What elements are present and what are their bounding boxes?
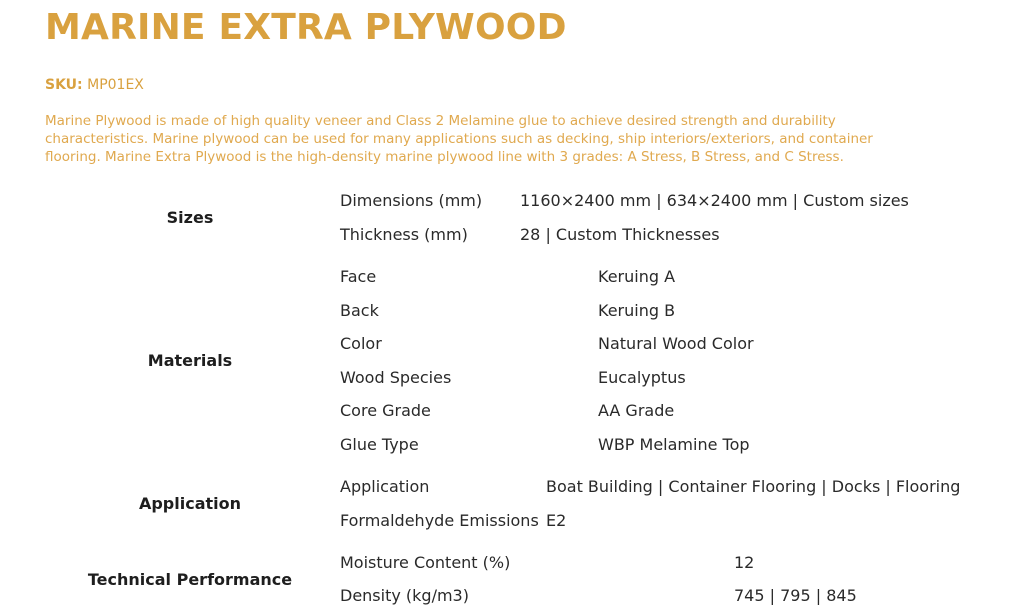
spec-label-application: Application bbox=[340, 477, 430, 496]
spec-label-color: Color bbox=[340, 334, 382, 353]
spec-label-face: Face bbox=[340, 267, 377, 286]
spec-value-color: Natural Wood Color bbox=[598, 334, 754, 353]
spec-group-materials: Materials bbox=[147, 351, 233, 370]
description-line: flooring. Marine Extra Plywood is the high-density marine plywood line with 3 grades: A Stress, B Stress, and C Stress. bbox=[45, 149, 844, 165]
spec-value-density: 745 | 795 | 845 bbox=[734, 586, 857, 605]
spec-value-face: Keruing A bbox=[598, 267, 676, 286]
spec-value-formaldehyde: E2 bbox=[546, 511, 567, 530]
spec-group-sizes: Sizes bbox=[166, 208, 214, 227]
page-title: MARINE EXTRA PLYWOOD bbox=[45, 7, 567, 48]
spec-value-wood-species: Eucalyptus bbox=[598, 368, 686, 387]
spec-label-density: Density (kg/m3) bbox=[340, 586, 469, 605]
spec-group-technical: Technical Performance bbox=[87, 570, 293, 589]
description-line: characteristics. Marine plywood can be used for many applications such as decking, ship interiors/exteriors, and container bbox=[45, 131, 873, 147]
description-line: Marine Plywood is made of high quality veneer and Class 2 Melamine glue to achieve desired strength and durability bbox=[45, 113, 836, 129]
spec-value-thickness: 28 | Custom Thicknesses bbox=[520, 225, 720, 244]
spec-value-dimensions: 1160×2400 mm | 634×2400 mm | Custom sizes bbox=[520, 191, 909, 210]
spec-label-core-grade: Core Grade bbox=[340, 401, 431, 420]
spec-value-core-grade: AA Grade bbox=[598, 401, 675, 420]
spec-label-glue-type: Glue Type bbox=[340, 435, 419, 454]
spec-label-dimensions: Dimensions (mm) bbox=[340, 191, 483, 210]
product-description bbox=[45, 112, 995, 166]
sku-value: MP01EX bbox=[87, 77, 144, 93]
spec-label-formaldehyde: Formaldehyde Emissions bbox=[340, 511, 539, 530]
spec-label-wood-species: Wood Species bbox=[340, 368, 452, 387]
spec-value-back: Keruing B bbox=[598, 301, 676, 320]
spec-label-moisture: Moisture Content (%) bbox=[340, 553, 511, 572]
spec-value-moisture: 12 bbox=[734, 553, 755, 572]
sku-line bbox=[45, 76, 144, 94]
spec-value-glue-type: WBP Melamine Top bbox=[598, 435, 750, 454]
spec-group-application: Application bbox=[138, 494, 242, 513]
sku-label: SKU: bbox=[45, 77, 83, 93]
spec-value-application: Boat Building | Container Flooring | Docks | Flooring bbox=[546, 477, 961, 496]
spec-label-thickness: Thickness (mm) bbox=[340, 225, 468, 244]
spec-label-back: Back bbox=[340, 301, 379, 320]
